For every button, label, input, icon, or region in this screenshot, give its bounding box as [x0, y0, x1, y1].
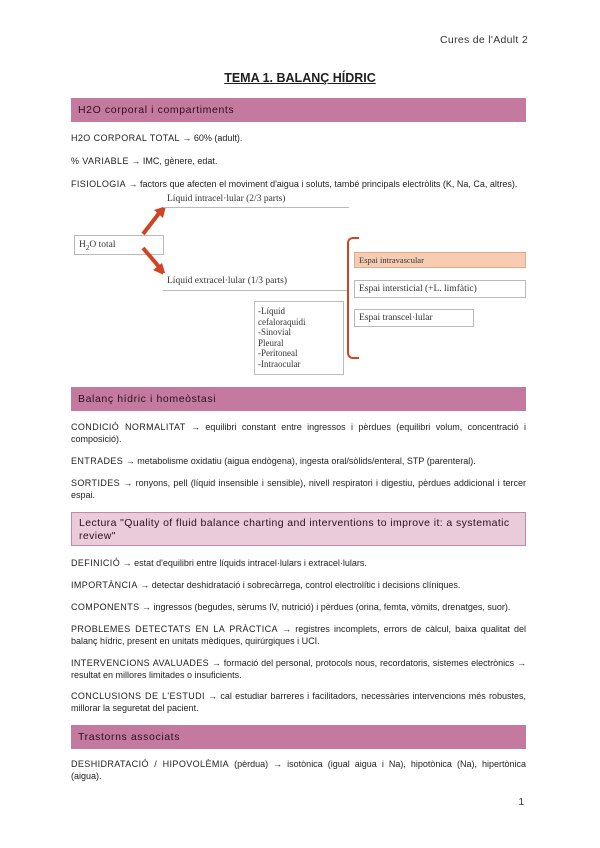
diagram-transcellular-list — [254, 301, 344, 375]
paragraph-text: → equilibri constant entre ingressos i pèrdues (equilibri volum, concentració i composició). — [71, 422, 526, 444]
diagram-intravascular-box: Espai intravascular — [354, 252, 526, 268]
paragraph-label: COMPONENTS — [71, 602, 140, 612]
section-heading-reading: Lectura "Quality of fluid balance charting and interventions to improve it: a systematic review" — [71, 512, 526, 546]
list-item: Pleural — [258, 337, 284, 348]
paragraph-interventions — [71, 657, 526, 681]
paragraph-normal-condition — [71, 421, 526, 445]
paragraph-label: H2O CORPORAL TOTAL — [71, 133, 180, 143]
paragraph-text: → factors que afecten el moviment d'aigua i soluts, també principals electròlits (K, Na, Ca, altres). — [126, 179, 518, 189]
paragraph-conclusions — [71, 690, 526, 714]
paragraph-text: → detectar deshidratació i sobrecàrrega, control electrolític i decisions clíniques. — [137, 580, 461, 590]
diagram-extracellular-box: Líquid extracel·lular (1/3 parts) — [163, 273, 349, 291]
list-item: cefaloraquidi — [258, 316, 306, 327]
section-heading-body-water: H2O corporal i compartiments — [71, 98, 526, 122]
paragraph-label: PROBLEMES DETECTATS EN LA PRÀCTICA — [71, 624, 278, 634]
paragraph-text: → ronyons, pell (líquid insensible i sensible), nivell respiratori i digestiu, pèrdues addicional i tercer espai. — [71, 478, 526, 500]
total-water-sub: 2 — [85, 243, 90, 252]
paragraph-definition — [71, 557, 526, 569]
paragraph-label: SORTIDES — [71, 478, 121, 488]
paragraph-text: → 60% (adult). — [179, 133, 243, 143]
paragraph-dehydration — [71, 758, 526, 782]
paragraph-label: DEFINICIÓ — [71, 558, 121, 568]
paragraph-label: DESHIDRATACIÓ / HIPOVOLÈMIA — [71, 759, 230, 769]
section-heading-disorders: Trastorns associats — [71, 725, 526, 749]
paragraph-label: CONDICIÓ NORMALITAT — [71, 422, 186, 432]
paragraph-text: → registres incomplets, errors de càlcul, baixa qualitat del balanç hídric, present en unitats mèdiques, quirúrgiques i UCI. — [71, 624, 526, 646]
paragraph-components — [71, 601, 526, 613]
paragraph-label: FISIOLOGIA — [71, 179, 127, 189]
paragraph-label: % VARIABLE — [71, 156, 129, 166]
paragraph-label: INTERVENCIONS AVALUADES — [71, 658, 210, 668]
paragraph-text: → metabolisme oxidatiu (aigua endògena), ingesta oral/sòlids/enteral, STP (parenteral). — [123, 456, 476, 466]
paragraph-text: → formació del personal, protocols nous, recordatoris, sistemes electrònics → resultat en millores limitades o insuficients. — [71, 658, 526, 680]
page-number: 1 — [518, 797, 524, 808]
diagram-transcellular-box: Espai transcel·lular — [354, 309, 474, 327]
total-water-rest: O total — [89, 240, 116, 250]
total-water-h: H — [79, 240, 86, 250]
paragraph-total-body-water — [71, 132, 526, 144]
paragraph-inputs — [71, 455, 526, 467]
paragraph-text: → cal estudiar barreres i facilitadors, necessàries intervencions més robustes, millorar la seguretat del pacient. — [71, 691, 526, 713]
paragraph-outputs — [71, 477, 526, 501]
paragraph-label: ENTRADES — [71, 456, 124, 466]
paragraph-text: → ingressos (begudes, sèrums IV, nutrició) i pèrdues (orina, femta, vòmits, drenatges, suor). — [139, 602, 511, 612]
diagram-intracellular-box: Líquid intracel·lular (2/3 parts) — [163, 192, 349, 208]
diagram-branch-arrows — [140, 206, 170, 276]
section-heading-fluid-balance: Balanç hídric i homeòstasi — [71, 387, 526, 411]
paragraph-text: → estat d'equilibri entre líquids intracel·lulars i extracel·lulars. — [120, 558, 367, 568]
paragraph-problems — [71, 623, 526, 647]
paragraph-physiology — [71, 178, 526, 190]
paragraph-text: → IMC, gènere, edat. — [128, 156, 218, 166]
list-item: -Intraocular — [258, 358, 301, 369]
list-item: -Líquid — [258, 306, 285, 316]
paragraph-variable — [71, 155, 526, 167]
list-item: -Sinovial — [258, 327, 291, 337]
paragraph-label: IMPORTÀNCIA — [71, 580, 138, 590]
paragraph-text: (pèrdua) → isotònica (igual aigua i Na), hipotònica (Na), hipertònica (aigua). — [71, 759, 527, 781]
paragraph-importance — [71, 579, 526, 591]
diagram-interstitial-box: Espai intersticial (+L. limfàtic) — [354, 280, 526, 298]
list-item: -Peritoneal — [258, 348, 298, 358]
page-header-course: Cures de l'Adult 2 — [440, 34, 528, 46]
page-title: TEMA 1. BALANÇ HÍDRIC — [224, 71, 376, 85]
paragraph-label: CONCLUSIONS DE L'ESTUDI — [71, 691, 205, 701]
